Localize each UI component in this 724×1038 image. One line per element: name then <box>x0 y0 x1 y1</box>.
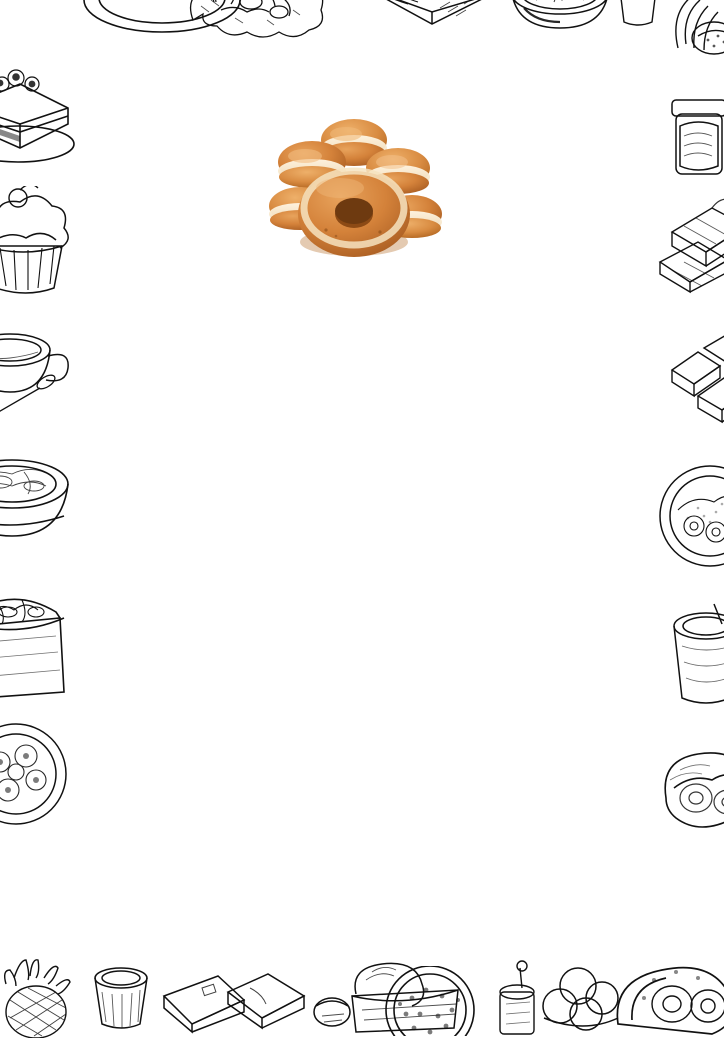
page-title <box>0 0 724 104</box>
donut-photo <box>0 110 724 270</box>
